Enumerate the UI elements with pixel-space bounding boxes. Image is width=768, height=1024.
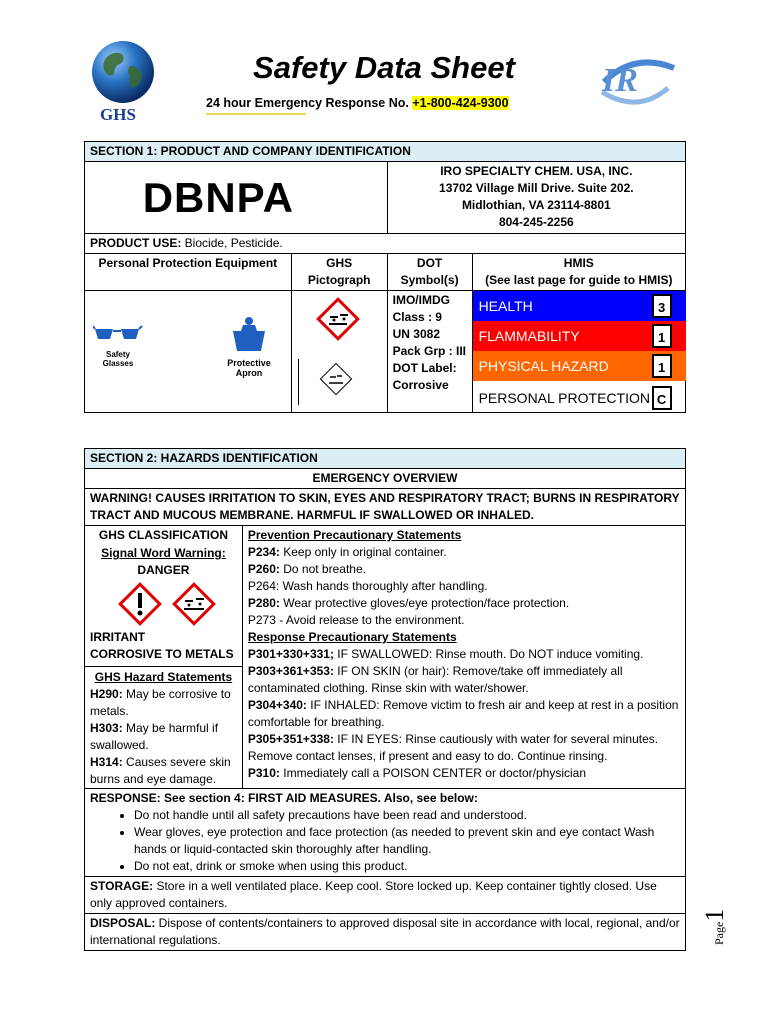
product-use-value: Biocide, Pesticide.	[181, 236, 283, 250]
company-phone: 804-245-2256	[498, 215, 574, 229]
irritant-label: IRRITANT	[90, 630, 146, 644]
ppe-cell	[85, 291, 292, 413]
col-ghs-header: GHS Pictograph	[291, 254, 387, 291]
col-ppe-header: Personal Protection Equipment	[85, 254, 292, 291]
emergency-underline	[206, 113, 306, 115]
response-p304: P304+340: IF INHALED: Remove victim to fresh air and keep at rest in a position comfortable for breathing.	[247, 698, 679, 729]
hmis-health-value: 3	[652, 294, 672, 318]
prevention-title: Prevention Precautionary Statements	[247, 528, 462, 542]
hmis-flammability: FLAMMABILITY 1	[473, 321, 686, 351]
response-p301: P301+330+331; IF SWALLOWED: Rinse mouth. Do NOT induce vomiting.	[247, 647, 644, 661]
page-label: Page	[712, 921, 726, 945]
dot-label-icon	[318, 361, 354, 397]
ppe-glasses-label: Safety Glasses	[102, 350, 134, 368]
corrosive-pictograph-icon	[316, 297, 360, 341]
hmis-physical-hazard: PHYSICAL HAZARD 1	[473, 351, 686, 381]
hmis-physical-hazard-value: 1	[652, 354, 672, 378]
product-name: DBNPA	[85, 162, 388, 234]
hazard-statements-title: GHS Hazard Statements	[94, 670, 233, 684]
prevention-p260: P260: Do not breathe.	[247, 562, 366, 576]
response-title: Response Precautionary Statements	[247, 630, 457, 644]
emergency-line	[206, 96, 509, 110]
iro-logo	[596, 54, 680, 110]
response-bullets	[90, 807, 680, 875]
safety-glasses-icon	[93, 325, 143, 368]
ghs-pictograph-cell	[291, 291, 387, 413]
emergency-phone: +1-800-424-9300	[412, 96, 509, 110]
hmis-personal-protection: PERSONAL PROTECTION C	[473, 383, 686, 413]
hmis-personal-protection-value: C	[652, 386, 672, 410]
product-use	[85, 234, 686, 254]
ghs-logo-text: GHS	[100, 105, 136, 124]
warning-text: WARNING! CAUSES IRRITATION TO SKIN, EYES AND RESPIRATORY TRACT; BURNS IN RESPIRATORY TRACT AND MUCOUS MEMBRANE. HARMFUL IF SWALLOWED OR INHALED.	[85, 489, 686, 526]
col-dot-header: DOT Symbol(s)	[387, 254, 472, 291]
section1-table	[84, 141, 686, 413]
response-p310: P310: Immediately call a POISON CENTER or doctor/physician	[247, 766, 587, 780]
iro-logo-text: IR	[602, 62, 638, 99]
list-item: • Wear gloves, eye protection and face protection (as needed to prevent skin and eye contact Wash hands or liquid-contacted skin thoroughly after handling.	[134, 824, 680, 858]
precautionary-cell	[242, 526, 685, 789]
hazard-h314: H314: Causes severe skin burns and eye damage.	[90, 755, 231, 786]
dot-info-cell: IMO/IMDG Class : 9 UN 3082 Pack Grp : III DOT Label: Corrosive	[387, 291, 472, 413]
response-section	[85, 789, 686, 877]
section2-table	[84, 448, 686, 951]
prevention-p273: P273 - Avoid release to the environment.	[247, 613, 465, 627]
section2-heading: SECTION 2: HAZARDS IDENTIFICATION	[85, 449, 686, 469]
hazard-h303: H303: May be harmful if swallowed.	[90, 721, 219, 752]
emergency-overview-title: EMERGENCY OVERVIEW	[85, 469, 686, 489]
hmis-cell	[472, 291, 685, 413]
danger-label: DANGER	[137, 563, 190, 577]
ghs-class-title: GHS CLASSIFICATION	[98, 528, 228, 542]
response-p305: P305+351+338: IF IN EYES: Rinse cautiously with water for several minutes. Remove contact lenses, if present and easy to do. Continue rinsing.	[247, 732, 659, 763]
section1-heading: SECTION 1: PRODUCT AND COMPANY IDENTIFICATION	[85, 142, 686, 162]
col-hmis-header: HMIS (See last page for guide to HMIS)	[472, 254, 685, 291]
disposal-section: DISPOSAL: Dispose of contents/containers to approved disposal site in accordance with local, regional, and/or international regulations.	[85, 914, 686, 951]
exclamation-pictograph-icon	[117, 581, 163, 627]
protective-apron-icon	[219, 315, 279, 378]
ppe-apron-label: Protective Apron	[227, 358, 271, 378]
product-use-label: PRODUCT USE:	[90, 236, 182, 250]
prevention-p280: P280: Wear protective gloves/eye protection/face protection.	[247, 596, 570, 610]
corrosion-pictograph-icon	[171, 581, 217, 627]
prevention-p234: P234: Keep only in original container.	[247, 545, 447, 559]
storage-section: STORAGE: Store in a well ventilated place. Keep cool. Store locked up. Keep container tightly closed. Use only approved containers.	[85, 877, 686, 914]
signal-word: Signal Word Warning:	[101, 546, 226, 560]
page-title: Safety Data Sheet	[253, 50, 515, 85]
list-item: • Do not eat, drink or smoke when using this product.	[134, 858, 680, 875]
page-number-value: 1	[700, 908, 729, 922]
emergency-label: 24 hour Emergency Response No.	[206, 96, 413, 110]
company-address: 13702 Village Mill Drive. Suite 202.	[439, 181, 634, 195]
company-info	[387, 162, 685, 234]
list-item: • Do not handle until all safety precautions have been read and understood.	[134, 807, 680, 824]
hmis-health: HEALTH 3	[473, 291, 686, 321]
ghs-classification-cell	[85, 526, 243, 789]
page-number	[700, 909, 730, 945]
response-heading: RESPONSE: See section 4: FIRST AID MEASURES. Also, see below:	[90, 791, 478, 805]
hazard-pictograms	[85, 579, 242, 627]
hazard-h290: H290: May be corrosive to metals.	[90, 687, 231, 718]
company-city: Midlothian, VA 23114-8801	[461, 198, 611, 212]
prevention-p264: P264: Wash hands thoroughly after handling.	[247, 579, 488, 593]
company-name: IRO SPECIALTY CHEM. USA, INC.	[440, 164, 633, 178]
response-p303: P303+361+353: IF ON SKIN (or hair): Remove/take off immediately all contaminated clothing. Rinse skin with water/shower.	[247, 664, 623, 695]
corrosive-label: CORROSIVE TO METALS	[85, 646, 242, 667]
hmis-flammability-value: 1	[652, 324, 672, 348]
